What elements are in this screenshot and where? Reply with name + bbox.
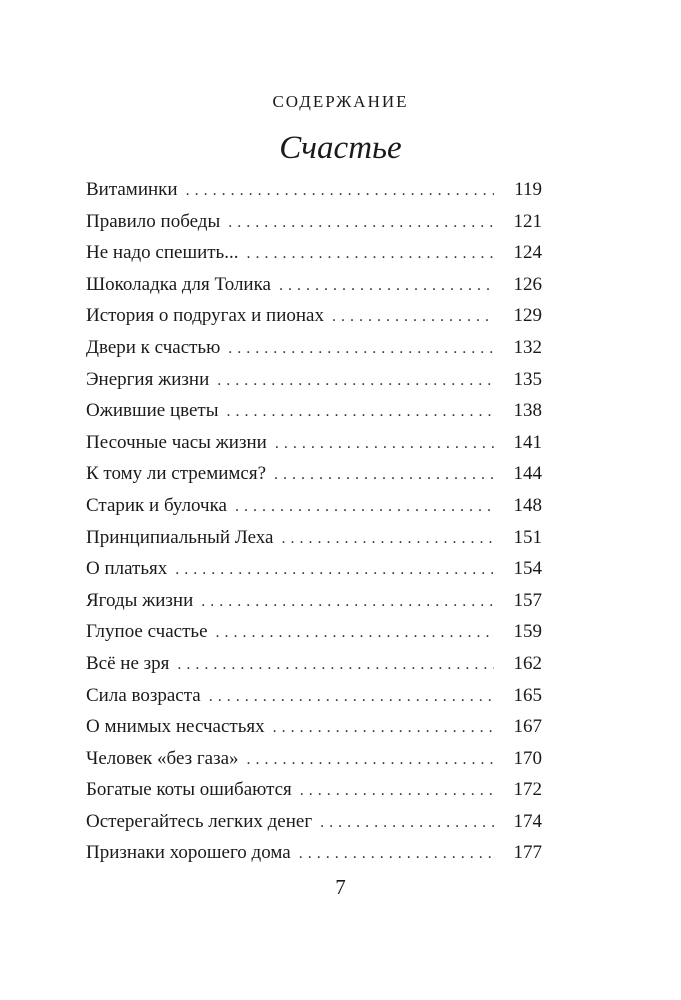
toc-entry — [86, 711, 542, 743]
toc-entry-title: История о подругах и пионах — [86, 305, 324, 327]
toc-entry-page: 159 — [513, 621, 542, 643]
dot-leader — [216, 617, 495, 649]
toc-entry — [86, 300, 542, 332]
dot-leader — [281, 523, 494, 555]
dot-leader — [228, 333, 494, 365]
dot-leader — [228, 207, 494, 239]
toc-entry-title: Двери к счастью — [86, 336, 221, 358]
toc-entry-title: Остерегайтесь легких денег — [86, 810, 313, 832]
dot-leader — [247, 744, 494, 776]
toc-entry-page: 124 — [513, 242, 542, 264]
dot-leader — [279, 270, 494, 302]
toc-entry-page: 151 — [513, 526, 542, 548]
toc-entry — [86, 332, 542, 364]
toc-entry-title: Глупое счастье — [86, 621, 208, 643]
toc-entry-title: Энергия жизни — [86, 368, 210, 390]
toc-entry-title: Ягоды жизни — [86, 589, 194, 611]
toc-entry-page: 121 — [513, 210, 542, 232]
dot-leader — [273, 712, 494, 744]
toc-entry-title: Шоколадка для Толика — [86, 273, 271, 295]
dot-leader — [320, 807, 494, 839]
toc-entry-title: К тому ли стремимся? — [86, 463, 267, 485]
toc-entry-page: 126 — [513, 273, 542, 295]
toc-entry-title: Правило победы — [86, 210, 221, 232]
toc-entry-title: Песочные часы жизни — [86, 431, 267, 453]
dot-leader — [177, 649, 494, 681]
toc-entry-page: 172 — [513, 779, 542, 801]
toc-entry — [86, 174, 542, 206]
dot-leader — [274, 459, 494, 491]
toc-entry-page: 174 — [513, 810, 542, 832]
toc-entry-title: О платьях — [86, 558, 168, 580]
toc-entry — [86, 616, 542, 648]
toc-entry-page: 170 — [513, 747, 542, 769]
dot-leader — [300, 775, 494, 807]
page-number: 7 — [335, 875, 346, 899]
toc-entry — [86, 743, 542, 775]
toc-entry-title: О мнимых несчастьях — [86, 716, 265, 738]
toc-entry — [86, 364, 542, 396]
toc-entry-title: Принципиальный Леха — [86, 526, 274, 548]
toc-entry — [86, 553, 542, 585]
toc-entry — [86, 269, 542, 301]
toc-entry-page: 154 — [513, 558, 542, 580]
dot-leader — [175, 554, 494, 586]
toc-entry-page: 141 — [513, 431, 542, 453]
dot-leader — [201, 586, 494, 618]
dot-leader — [235, 491, 494, 523]
toc-entry-page: 144 — [513, 463, 542, 485]
dot-leader — [299, 838, 494, 870]
toc-entry-title: Старик и булочка — [86, 494, 227, 516]
toc-entry-title: Ожившие цветы — [86, 400, 219, 422]
toc-entry-page: 167 — [513, 716, 542, 738]
table-of-contents — [86, 174, 542, 869]
toc-entry-page: 177 — [513, 842, 542, 864]
toc-entry — [86, 490, 542, 522]
toc-entry — [86, 427, 542, 459]
toc-entry-page: 162 — [513, 652, 542, 674]
toc-entry-title: Всё не зря — [86, 652, 170, 674]
section-title: Счастье — [279, 130, 402, 166]
dot-leader — [209, 681, 494, 713]
toc-entry-page: 135 — [513, 368, 542, 390]
toc-entry-page: 129 — [513, 305, 542, 327]
toc-entry-title: Сила возраста — [86, 684, 201, 706]
toc-entry — [86, 237, 542, 269]
toc-entry — [86, 837, 542, 869]
toc-entry — [86, 806, 542, 838]
dot-leader — [332, 301, 494, 333]
toc-entry — [86, 458, 542, 490]
toc-entry-page: 119 — [514, 179, 542, 200]
toc-entry — [86, 680, 542, 712]
toc-entry — [86, 522, 542, 554]
toc-entry-title: Богатые коты ошибаются — [86, 779, 292, 801]
toc-entry-page: 132 — [513, 336, 542, 358]
toc-entry-title: Не надо спешить... — [86, 242, 239, 264]
dot-leader — [186, 175, 494, 207]
toc-entry — [86, 206, 542, 238]
toc-entry-page: 148 — [513, 494, 542, 516]
toc-entry-title: Признаки хорошего дома — [86, 842, 291, 864]
dot-leader — [217, 365, 494, 397]
toc-entry-title: Витаминки — [86, 179, 178, 200]
toc-entry-title: Человек «без газа» — [86, 747, 239, 769]
toc-entry — [86, 774, 542, 806]
dot-leader — [246, 238, 494, 270]
toc-entry — [86, 648, 542, 680]
toc-entry — [86, 585, 542, 617]
toc-entry — [86, 395, 542, 427]
toc-entry-page: 165 — [513, 684, 542, 706]
dot-leader — [275, 428, 494, 460]
toc-entry-page: 157 — [513, 589, 542, 611]
running-head: СОДЕРЖАНИЕ — [272, 92, 409, 111]
toc-entry-page: 138 — [513, 400, 542, 422]
dot-leader — [227, 396, 495, 428]
